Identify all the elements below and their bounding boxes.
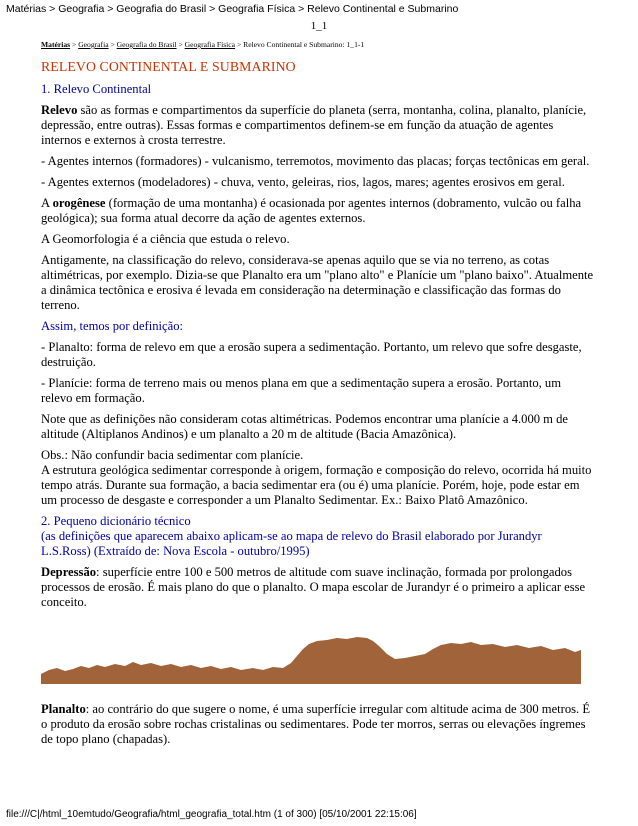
- paragraph-agentes-internos: - Agentes internos (formadores) - vulcanismo, terremotos, movimento das placas; forças tectônicas em geral.: [41, 154, 590, 168]
- term-relevo: Relevo: [41, 103, 78, 117]
- paragraph-planalto-def: - Planalto: forma de relevo em que a erosão supera a sedimentação. Portanto, um relevo que sofre desgaste, destruição.: [41, 340, 582, 369]
- print-header: Matérias > Geografia > Geografia do Brasil > Geografia Física > Relevo Continental e Submarino: [6, 3, 459, 15]
- paragraph-text: : superfície entre 100 e 500 metros de altitude com suave inclinação, formada por prolongados processos de erosão. É mais plano do que o planalto. O mapa escolar de Jurandyr é o primeiro a aplicar esse conceito.: [41, 565, 586, 609]
- term-depressao: Depressão: [41, 565, 97, 579]
- relief-profile-shape: [41, 637, 581, 684]
- section-heading-dicionario-title: 2. Pequeno dicionário técnico: [41, 514, 191, 528]
- page-number: 1_1: [310, 20, 328, 32]
- breadcrumb-current: Relevo Continental e Submarino: 1_1-1: [243, 40, 365, 49]
- paragraph-relevo: [41, 103, 594, 148]
- breadcrumb-link-geografia[interactable]: Geografia: [78, 40, 109, 49]
- paragraph-text: A: [41, 196, 53, 210]
- paragraph-agentes-externos: - Agentes externos (modeladores) - chuva, vento, geleiras, rios, lagos, mares; agentes erosivos em geral.: [41, 175, 565, 189]
- section-heading-dicionario: [41, 514, 594, 559]
- section-note: (as definições que aparecem abaixo aplicam-se ao mapa de relevo do Brasil elaborado por Jurandyr L.S.Ross) (Extraído de: Nova Escola - outubro/1995): [41, 529, 542, 558]
- paragraph-planicie-def: - Planície: forma de terreno mais ou menos plana em que a sedimentação supera a erosão. Portanto, um relevo em formação.: [41, 376, 562, 405]
- paragraph-depressao: [41, 565, 594, 610]
- paragraph-orogenese: [41, 196, 594, 226]
- breadcrumb-separator: >: [70, 40, 79, 49]
- paragraph-text: (formação de uma montanha) é ocasionada por agentes internos (dobramento, vulcão ou falha geológica); sua forma atual decorre da ação de agentes externos.: [41, 196, 582, 225]
- paragraph-classificacao: Antigamente, na classificação do relevo, considerava-se apenas aquilo que se via no terreno, as cotas altimétricas, por exemplo. Dizia-se que Planalto era um "plano alto" e Planície um "plano baixo". Atualmente a dinâmica tectônica e erosiva é levada em consideração na determinação e classificação das formas do terreno.: [41, 253, 594, 312]
- definition-heading: Assim, temos por definição:: [41, 319, 184, 333]
- breadcrumb-link-geografia-fisica[interactable]: Geografia Física: [184, 40, 236, 49]
- breadcrumb-separator: >: [108, 40, 117, 49]
- paragraph-obs-line: Obs.: Não confundir bacia sedimentar com planície.: [41, 448, 304, 462]
- document-body: [41, 40, 594, 753]
- breadcrumb-separator: >: [235, 40, 244, 49]
- page-title: RELEVO CONTINENTAL E SUBMARINO: [41, 59, 296, 74]
- relief-profile-illustration: [41, 632, 581, 684]
- breadcrumb-separator: >: [176, 40, 185, 49]
- paragraph-geomorfologia: A Geomorfologia é a ciência que estuda o relevo.: [41, 232, 290, 246]
- paragraph-obs: [41, 448, 594, 508]
- paragraph-text: são as formas e compartimentos da superfície do planeta (serra, montanha, colina, planalto, planície, depressão, entre outras). Essas formas e compartimentos definem-se em função da atuação de agentes internos e externos à crosta terrestre.: [41, 103, 587, 147]
- term-planalto: Planalto: [41, 702, 86, 716]
- paragraph-estrutura: A estrutura geológica sedimentar corresponde à origem, formação e composição do relevo, ocorrida há muito tempo atrás. Durante sua formação, a bacia sedimentar era (ou é) uma planície. Porém, hoje, pode estar em um processo de desgaste e corresponder a um Planalto Sedimentar. Ex.: Baixo Platô Amazônico.: [41, 463, 592, 507]
- breadcrumb-link-materias[interactable]: Matérias: [41, 40, 71, 49]
- paragraph-planalto: [41, 702, 594, 747]
- breadcrumb-link-geografia-do-brasil[interactable]: Geografia do Brasil: [116, 40, 177, 49]
- print-footer: file:///C|/html_10emtudo/Geografia/html_geografia_total.htm (1 of 300) [05/10/2001 22:15:06]: [6, 809, 417, 820]
- section-heading-relevo-continental: 1. Relevo Continental: [41, 82, 152, 96]
- breadcrumb: [41, 40, 594, 49]
- paragraph-text: : ao contrário do que sugere o nome, é uma superfície irregular com altitude acima de 300 metros. É o produto da erosão sobre rochas cristalinas ou sedimentares. Pode ter morros, serras ou elevações íngremes de topo plano (chapadas).: [41, 702, 591, 746]
- term-orogenese: orogênese: [52, 196, 106, 210]
- paragraph-cotas: Note que as definições não consideram cotas altimétricas. Podemos encontrar uma planície a 4.000 m de altitude (Altiplanos Andinos) e um planalto a 20 m de altitude (Bacia Amazônica).: [41, 412, 569, 441]
